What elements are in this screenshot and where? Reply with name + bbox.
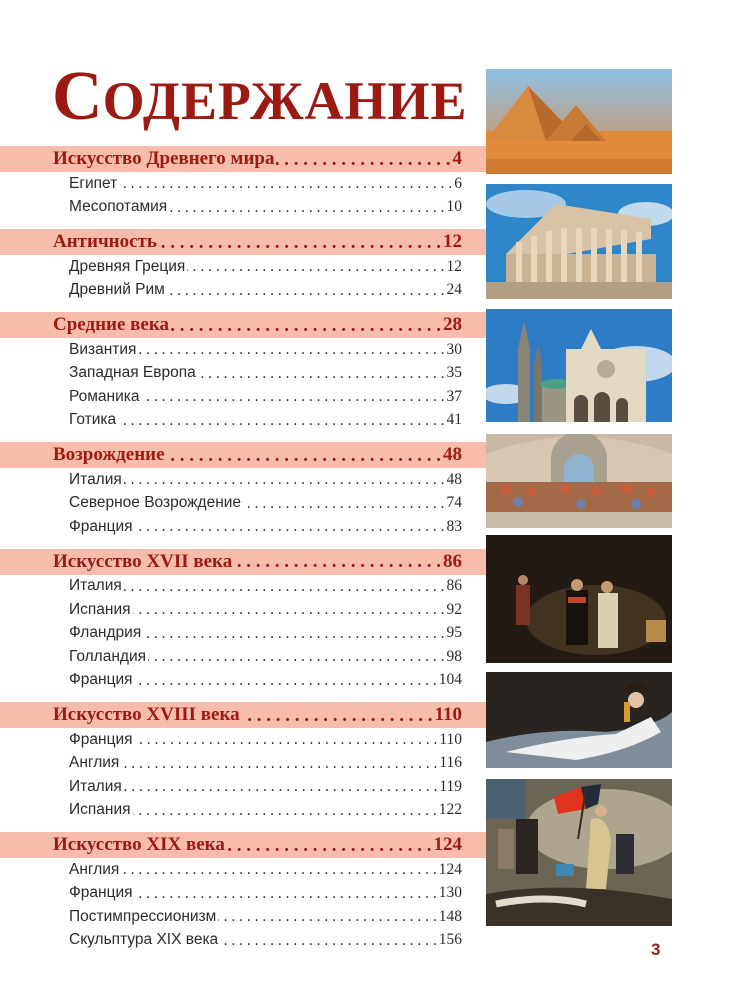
item-title: Фландрия [69, 624, 142, 642]
section-title: Возрождение [53, 444, 165, 465]
toc-section-heading[interactable] [0, 312, 486, 338]
toc-item[interactable] [0, 575, 486, 599]
title-rest: ОДЕРЖАНИЕ [102, 71, 468, 131]
item-title: Италия [69, 470, 122, 488]
leader-dots [133, 602, 445, 618]
toc-item[interactable] [0, 882, 486, 906]
image-night-watch [486, 535, 672, 663]
section-title: Искусство XIX века [53, 834, 225, 855]
item-title: Скульптура XIX века [69, 931, 219, 949]
item-page: 30 [446, 340, 462, 358]
item-page: 119 [439, 777, 462, 795]
leader-dots [234, 552, 441, 571]
toc-item[interactable] [0, 799, 486, 823]
item-page: 130 [438, 884, 462, 902]
section-page: 124 [433, 834, 462, 855]
toc-item[interactable] [0, 858, 486, 882]
leader-dots [118, 413, 444, 429]
item-title: Древний Рим [69, 281, 165, 299]
item-page: 74 [446, 494, 462, 512]
item-page: 156 [438, 931, 462, 949]
item-title: Постимпрессионизм [69, 907, 217, 925]
section-page: 4 [452, 148, 462, 169]
leader-dots [124, 779, 438, 795]
toc-item[interactable] [0, 492, 486, 516]
toc-item[interactable] [0, 409, 486, 433]
item-page: 116 [439, 754, 462, 772]
leader-dots [142, 389, 445, 405]
image-cathedral [486, 309, 672, 422]
item-page: 98 [446, 647, 462, 665]
leader-dots [169, 200, 444, 216]
item-title: Франция [69, 884, 133, 902]
toc-section-heading[interactable] [0, 832, 486, 858]
item-title: Египет [69, 174, 118, 192]
item-page: 148 [438, 907, 462, 925]
item-title: Франция [69, 517, 133, 535]
toc-section [0, 146, 486, 219]
toc-section-heading[interactable] [0, 146, 486, 172]
item-page: 24 [446, 281, 462, 299]
toc-item[interactable] [0, 279, 486, 303]
item-title: Франция [69, 671, 133, 689]
leader-dots [167, 446, 441, 465]
toc-item[interactable] [0, 196, 486, 220]
toc-item[interactable] [0, 255, 486, 279]
item-page: 92 [446, 600, 462, 618]
toc-section [0, 702, 486, 822]
item-title: Романика [69, 387, 140, 405]
toc-section-heading[interactable] [0, 549, 486, 575]
item-page: 48 [446, 470, 462, 488]
leader-dots [135, 886, 437, 902]
toc-item[interactable] [0, 929, 486, 953]
section-page: 28 [443, 314, 462, 335]
item-title: Испания [69, 600, 131, 618]
toc-section [0, 832, 486, 952]
toc-item[interactable] [0, 752, 486, 776]
item-page: 104 [438, 671, 462, 689]
toc-section [0, 549, 486, 693]
item-title: Испания [69, 801, 131, 819]
item-title: Византия [69, 340, 137, 358]
item-page: 124 [438, 860, 462, 878]
section-page: 12 [443, 231, 462, 252]
leader-dots [187, 259, 444, 275]
image-parthenon [486, 184, 672, 299]
leader-dots [171, 316, 441, 335]
title-initial: С [52, 58, 103, 135]
toc-item[interactable] [0, 669, 486, 693]
item-title: Англия [69, 860, 120, 878]
section-title: Искусство XVIII века [53, 704, 240, 725]
leader-dots [220, 933, 437, 949]
toc-item[interactable] [0, 515, 486, 539]
leader-dots [121, 862, 436, 878]
toc-item[interactable] [0, 905, 486, 929]
image-school-of-athens [486, 434, 672, 528]
leader-dots [133, 803, 437, 819]
item-page: 12 [446, 257, 462, 275]
item-title: Месопотамия [69, 198, 168, 216]
leader-dots [135, 673, 437, 689]
leader-dots [227, 836, 432, 855]
toc-section [0, 312, 486, 432]
item-title: Италия [69, 577, 122, 595]
leader-dots [159, 233, 441, 252]
leader-dots [124, 579, 445, 595]
toc-section-heading[interactable] [0, 442, 486, 468]
toc-item[interactable] [0, 338, 486, 362]
leader-dots [119, 176, 452, 192]
item-page: 37 [446, 387, 462, 405]
leader-dots [138, 342, 444, 358]
item-title: Северное Возрождение [69, 494, 242, 512]
section-page: 48 [443, 444, 462, 465]
leader-dots [276, 150, 450, 169]
image-reclining-woman [486, 672, 672, 768]
toc-section [0, 229, 486, 302]
leader-dots [135, 732, 438, 748]
image-pyramids [486, 69, 672, 174]
toc-item[interactable] [0, 645, 486, 669]
toc-item[interactable] [0, 598, 486, 622]
leader-dots [198, 366, 445, 382]
section-title: Искусство Древнего мира [53, 148, 275, 169]
toc-item[interactable] [0, 362, 486, 386]
leader-dots [135, 519, 445, 535]
leader-dots [167, 283, 445, 299]
item-title: Древняя Греция [69, 257, 186, 275]
leader-dots [143, 626, 444, 642]
toc-item[interactable] [0, 775, 486, 799]
leader-dots [124, 472, 445, 488]
section-page: 86 [443, 550, 462, 572]
section-page: 110 [434, 704, 462, 725]
section-title: Искусство XVII века [53, 550, 233, 572]
item-page: 41 [446, 411, 462, 429]
toc-item[interactable] [0, 385, 486, 409]
page-title [52, 58, 468, 135]
toc-item[interactable] [0, 622, 486, 646]
image-liberty-leading-the-people [486, 779, 672, 926]
toc-item[interactable] [0, 728, 486, 752]
item-page: 110 [439, 730, 462, 748]
toc-section [0, 442, 486, 539]
leader-dots [218, 909, 436, 925]
item-page: 86 [446, 577, 462, 595]
item-title: Италия [69, 777, 122, 795]
section-title: Античность [53, 231, 157, 252]
table-of-contents [0, 146, 486, 962]
item-page: 10 [446, 198, 462, 216]
toc-section-heading[interactable] [0, 229, 486, 255]
item-page: 83 [446, 517, 462, 535]
item-title: Готика [69, 411, 117, 429]
leader-dots [243, 496, 444, 512]
leader-dots [242, 706, 433, 725]
item-title: Голландия [69, 647, 147, 665]
toc-section-heading[interactable] [0, 702, 486, 728]
item-page: 6 [454, 174, 462, 192]
item-title: Западная Европа [69, 364, 196, 382]
toc-item[interactable] [0, 172, 486, 196]
item-title: Франция [69, 730, 133, 748]
section-title: Средние века [53, 314, 170, 335]
leader-dots [121, 756, 437, 772]
page-number: 3 [651, 940, 661, 959]
item-page: 122 [438, 801, 462, 819]
toc-item[interactable] [0, 468, 486, 492]
item-page: 35 [446, 364, 462, 382]
item-title: Англия [69, 754, 120, 772]
leader-dots [148, 649, 444, 665]
item-page: 95 [446, 624, 462, 642]
